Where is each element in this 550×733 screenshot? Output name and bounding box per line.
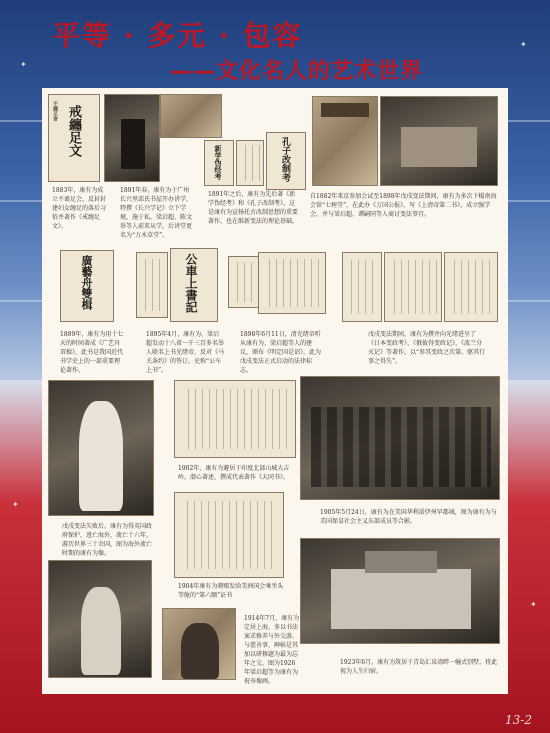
- caption-1891: 1891年春，康有为于广州长兴里邱氏书屋开办讲学，特撰《长兴学记》立下学规，施于私，梁启超、陈文举等人前来从学，后讲堂更名为“万木草堂”。: [120, 187, 193, 239]
- xinxue-title: 新学伪经考: [214, 145, 223, 180]
- page-number: 13-2: [505, 713, 532, 727]
- caption-1895: 1895年4月，康有为、梁启超发动十八省一千三百多名举人联名上书光绪帝，反对《马关条约》的签订，史称“公车上书”。: [146, 331, 225, 374]
- book-cover-label: 戒纏足文: [66, 105, 81, 157]
- guangyi-title: 廣藝舟雙楫: [80, 255, 93, 310]
- guangyi-book-photo: [60, 250, 114, 322]
- seated-portrait-photo: [48, 560, 152, 678]
- hall-plaque: [321, 103, 369, 117]
- villa-roof: [365, 551, 437, 573]
- book-cover-side: 不纏足會: [52, 101, 58, 121]
- certificate-photo: [174, 492, 284, 578]
- kongzi-book-photo: [266, 132, 306, 190]
- caption-1891b: 1891年之后，康有为先后著《新学伪经考》和《孔子改制考》，这是康有为宣扬托古改制思想的重要著作，也在维新变法的理论基础。: [208, 191, 299, 225]
- reform-book-2: [384, 252, 442, 322]
- seven-trees-hall-photo: [312, 96, 378, 186]
- caption-1905: 1905年5月24日，康有为在美国华利诺伊州罕都城，图为康有为与美国保皇社会主义东部成员等合影。: [320, 509, 497, 525]
- elder-figure: [181, 623, 219, 679]
- sparkle-icon: ✦: [20, 60, 27, 69]
- caption-1883: 1883年，康有为成立不裹足会，反封封建妇女缠足的落后习俗并著作《戒缠足文》。: [52, 187, 107, 230]
- xinxue-book-photo: [204, 140, 234, 186]
- nanhai-hall-photo: [380, 96, 498, 186]
- sparkle-icon: ✦: [12, 500, 19, 509]
- portrait-figure: [79, 401, 123, 511]
- page-subtitle: ——文化名人的艺术世界: [170, 58, 424, 84]
- building-facade: [401, 127, 477, 167]
- gongche-title: 公車上書記: [184, 253, 198, 313]
- kongzi-title: 孔子改制考: [280, 137, 290, 182]
- seated-figure: [81, 587, 121, 675]
- group-photo: [300, 376, 500, 500]
- caption-1923: 1923年6月，康有为筑居于青岛汇泉湾畔一幢式别墅，将此视为人生归宿。: [340, 659, 498, 675]
- caption-1882: 自1882年来京参加会试至1898年戊戌变法期间，康有为多次下榻南海会馆“七树堂”，在此办《万国公报》，写《上清帝第二书》，成立强学会，并与梁启超、谭嗣同等人商讨变法事宜。: [310, 193, 497, 218]
- gate-doorway: [121, 119, 145, 169]
- qingdao-villa-photo: [300, 538, 500, 644]
- gongche-book-photo: [170, 248, 218, 322]
- sparkle-icon: ✦: [530, 600, 537, 609]
- caption-1914: 1914年7月，康有为定居上海，多以书法案求修养与外交游。与慈善事，碑帖是其加以研修题为最为忘年之交，图为1926年梁启超等为康有为祝寿像画。: [244, 615, 300, 685]
- petition-page-photo: [136, 252, 168, 318]
- datong-manuscript-photo: [174, 380, 296, 458]
- villa-building: [331, 569, 471, 629]
- elder-portrait-photo: [162, 608, 236, 680]
- book-cover-photo: [48, 94, 100, 182]
- reform-book-1: [342, 252, 382, 322]
- group-figures: [311, 407, 491, 487]
- study-interior-photo: [160, 94, 222, 138]
- text-page-photo: [236, 140, 264, 186]
- caption-wuxu: 戊戌变法期间，康有为撰并向光绪进呈了《日本变政考》、《俄彼得变政记》、《波兰分灭记》等著作，以“参其变政之次第，驱其行事之得失”。: [368, 331, 486, 365]
- caption-exile: 戊戌变法失败后，康有为得英国政府保护，逃亡海外，流亡十六年，游历世界三十余国，图为海外流亡时期的康有为像。: [62, 523, 153, 557]
- portrait-photo: [48, 380, 154, 516]
- caption-1904: 1904年康有为颁赐发给美洲国会乘坐头等舱的“第六顺”证书: [178, 583, 284, 599]
- edict-page-photo: [258, 252, 326, 314]
- caption-1898: 1898年6月11日，清光绪帝听从康有为、梁启超等人的建议，颁布《明定国是诏》，此为戊戌变法正式启动的法律标志。: [240, 331, 322, 374]
- sparkle-icon: ✦: [520, 40, 527, 49]
- page-title: 平等 · 多元 · 包容: [52, 19, 303, 52]
- study-gate-photo: [104, 94, 160, 182]
- caption-1889: 1889年，康有为用十七天的时间著成《广艺舟双楫》，此书是我国近代书学史上的一部重要理论著作。: [60, 331, 124, 374]
- caption-1902: 1902年，康有为避居于印度北部山城大吉岭，潜心著述，撰成代表著作《大同书》。: [178, 465, 290, 481]
- reform-book-3: [444, 252, 498, 322]
